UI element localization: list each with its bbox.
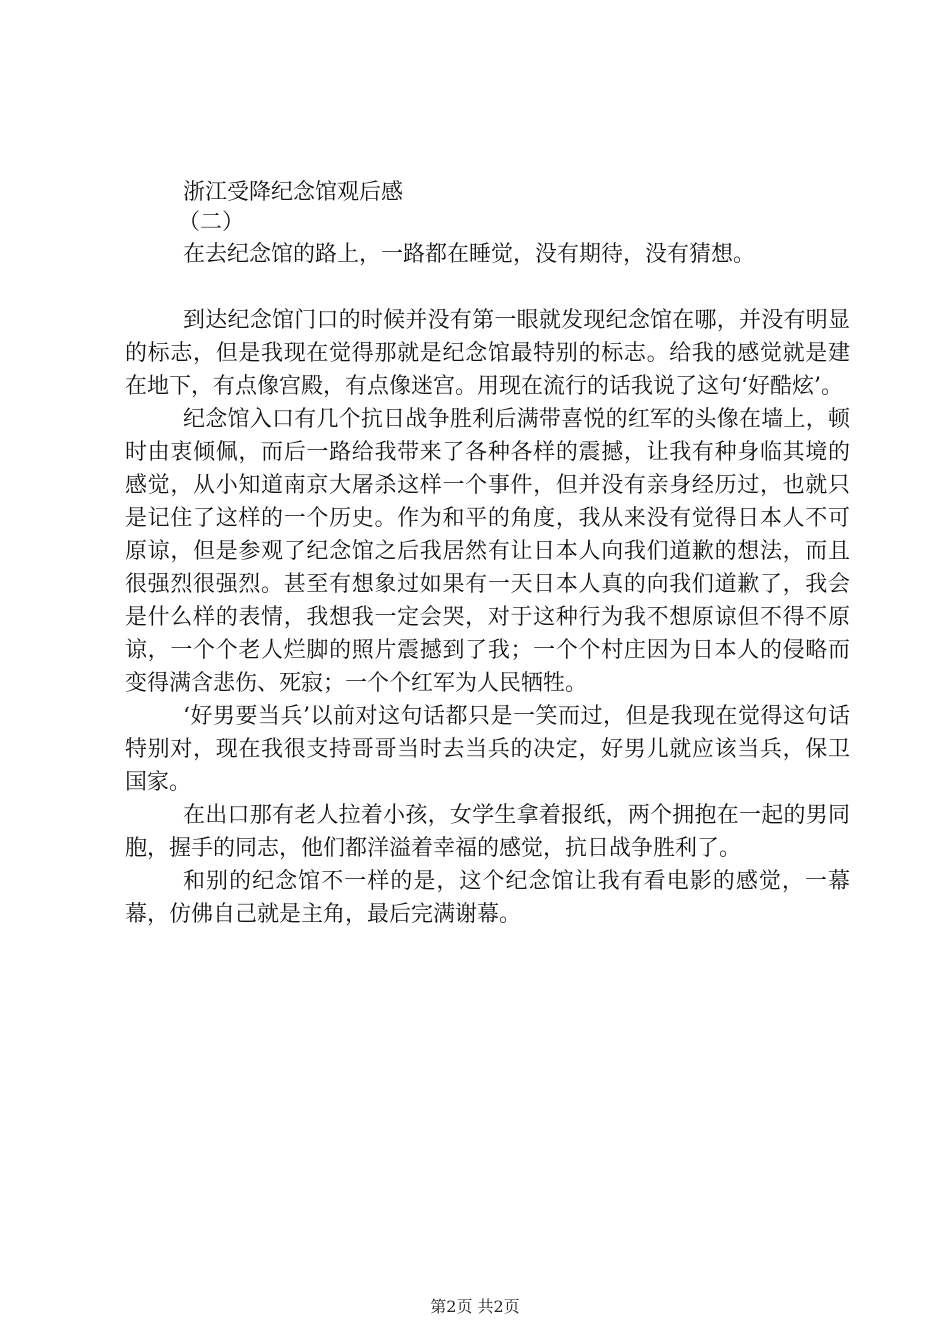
document-title: 浙江受降纪念馆观后感	[183, 180, 404, 205]
paragraph: 纪念馆入口有几个抗日战争胜利后满带喜悦的红军的头像在墙上，顿时由衷倾佩，而后一路给我带来了各种各样的震撼，让我有种身临其境的感觉，从小知道南京大屠杀这样一个事件，但并没有亲身经历过，也就只是记住了这样的一个历史。作为和平的角度，我从来没有觉得日本人不可原谅，但是参观了纪念馆之后我居然有让日本人向我们道歉的想法，而且很强烈很强烈。甚至有想象过如果有一天日本人真的向我们道歉了，我会是什么样的表情，我想我一定会哭，对于这种行为我不想原谅但不得不原谅，一个个老人烂脚的照片震撼到了我；一个个村庄因为日本人的侵略而变得满含悲伤、死寂；一个个红军为人民牺牲。	[125, 407, 850, 696]
paragraph: 和别的纪念馆不一样的是，这个纪念馆让我有看电影的感觉，一幕幕，仿佛自己就是主角，最后完满谢幕。	[125, 869, 850, 927]
paragraph: 在出口那有老人拉着小孩，女学生拿着报纸，两个拥抱在一起的男同胞，握手的同志，他们都洋溢着幸福的感觉，抗日战争胜利了。	[125, 803, 850, 861]
page-footer: 第2页 共2页	[430, 1297, 520, 1316]
document-body	[125, 238, 850, 931]
paragraph: 在去纪念馆的路上，一路都在睡觉，没有期待，没有猜想。	[183, 242, 756, 267]
document-subtitle: （二）	[178, 210, 245, 235]
paragraph: ‘好男要当兵’以前对这句话都只是一笑而过，但是我现在觉得这句话特别对，现在我很支持哥哥当时去当兵的决定，好男儿就应该当兵，保卫国家。	[125, 704, 850, 795]
paragraph: 到达纪念馆门口的时候并没有第一眼就发现纪念馆在哪，并没有明显的标志，但是我现在觉得那就是纪念馆最特别的标志。给我的感觉就是建在地下，有点像宫殿，有点像迷宫。用现在流行的话我说了这句‘好酷炫’。	[125, 308, 850, 399]
